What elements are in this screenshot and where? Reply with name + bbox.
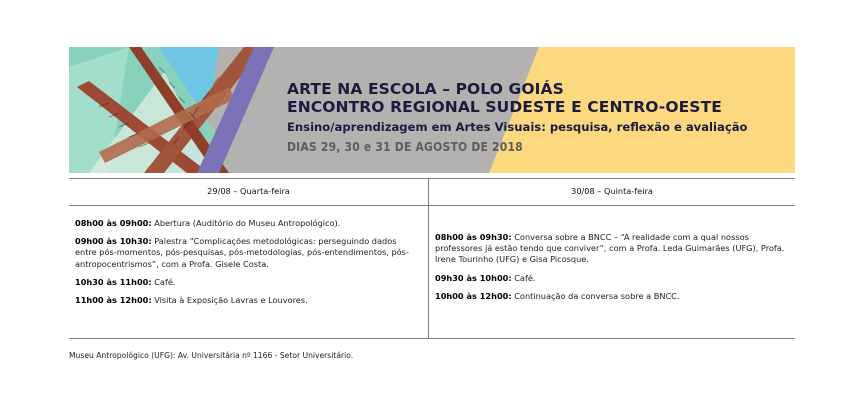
- entry-time: 08h00 às 09h30:: [435, 232, 512, 242]
- day2-column: [435, 232, 785, 309]
- table-bottom-rule: [69, 338, 795, 339]
- entry-text: Palestra “Complicações metodológicas: perseguindo dados entre pós-momentos, pós-pesquisas, pós-metodologias, pós-entendimentos, pós-antropocentrismos”, com a Profa. Gisele Costa.: [75, 236, 409, 269]
- schedule-entry: [435, 291, 785, 302]
- entry-time: 08h00 às 09h00:: [75, 218, 152, 228]
- entry-time: 11h00 às 12h00:: [75, 295, 152, 306]
- schedule-entry: [75, 295, 415, 306]
- table-header-rule: [69, 205, 795, 206]
- venue-address: [69, 351, 353, 360]
- entry-text: Conversa sobre a BNCC – “A realidade com a qual nossos professores já estão tendo que conviver”, com a Profa. Leda Guimarães (UFG), Profa. Irene Tourinho (UFG) e Gisa Picosque.: [435, 232, 785, 265]
- banner-text-block: [287, 80, 748, 155]
- entry-time: 09h30 às 10h00:: [435, 272, 512, 283]
- day2-header: 30/08 – Quinta-feira: [571, 186, 653, 196]
- entry-time: 10h30 às 11h00:: [75, 276, 152, 287]
- entry-text: Café.: [151, 276, 176, 287]
- entry-time: 09h00 às 10h30:: [75, 236, 152, 247]
- schedule-entry: [435, 232, 785, 266]
- entry-text: Abertura (Auditório do Museu Antropológico).: [151, 218, 341, 228]
- schedule-entry: [435, 273, 785, 284]
- schedule-entry: [75, 277, 415, 288]
- venue-label: Museu Antropológico (UFG):: [69, 351, 176, 360]
- entry-text: Visita à Exposição Lavras e Louvores.: [151, 295, 308, 306]
- entry-text: Café.: [511, 272, 536, 283]
- day1-column: [75, 218, 415, 313]
- entry-time: 10h00 às 12h00:: [435, 290, 512, 301]
- schedule-entry: [75, 218, 415, 229]
- event-dates: DIAS 29, 30 e 31 DE AGOSTO DE 2018: [287, 140, 523, 154]
- event-banner: [69, 47, 795, 173]
- entry-text: Continuação da conversa sobre a BNCC.: [511, 290, 680, 301]
- venue-street: Av. Universitária nº 1166 - Setor Universitário.: [175, 351, 354, 360]
- event-title: ARTE NA ESCOLA – POLO GOIÁS: [287, 80, 564, 98]
- schedule-entry: [75, 236, 415, 270]
- event-theme: Ensino/aprendizagem em Artes Visuais: pesquisa, reflexão e avaliação: [287, 120, 748, 134]
- day1-header: 29/08 – Quarta-feira: [207, 186, 290, 196]
- schedule-table: [69, 178, 795, 338]
- event-subtitle-title: ENCONTRO REGIONAL SUDESTE E CENTRO-OESTE: [287, 98, 722, 116]
